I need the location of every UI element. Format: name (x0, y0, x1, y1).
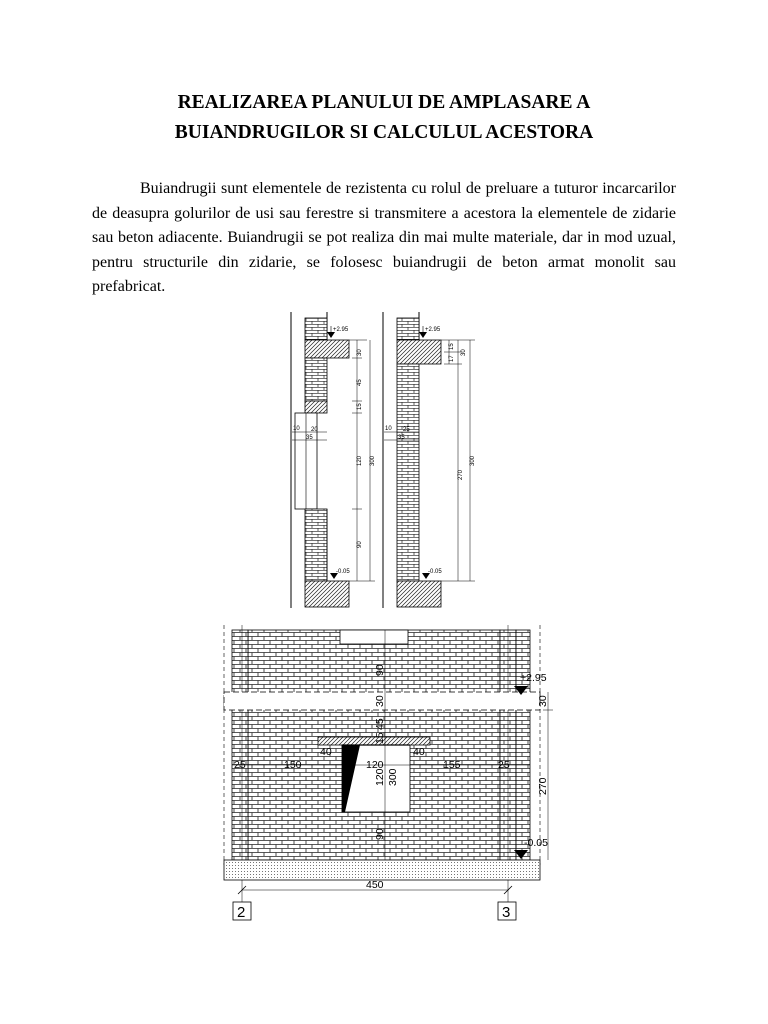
dim-right-height: 270 (537, 777, 549, 795)
wall-brick-top (397, 318, 419, 340)
section-window (291, 312, 376, 608)
dim-left-pier: 25 (234, 759, 246, 771)
dim-support-left: 40 (320, 746, 332, 758)
dim-10: 10 (385, 426, 392, 432)
dim-20: 20 (311, 427, 318, 433)
level-bottom-label: -0.05 (524, 837, 548, 849)
dim-right-beam: 30 (537, 695, 549, 707)
dim-300: 300 (470, 455, 476, 466)
dim-mid: 45 (374, 718, 386, 730)
dim-45: 45 (357, 379, 363, 386)
column-right-outer (516, 630, 530, 860)
title-line-2: BUIANDRUGILOR SI CALCULUL ACESTORA (174, 122, 594, 143)
axis-2-label: 2 (237, 904, 246, 921)
level-top-label: +2.95 (520, 672, 547, 684)
section-wall (383, 312, 476, 608)
dim-300: 300 (370, 455, 376, 466)
wall-brick (397, 364, 419, 581)
dim-30: 30 (357, 349, 363, 356)
dim-support-right: 40 (413, 746, 425, 758)
dim-35: 35 (306, 435, 313, 441)
dim-left-wall: 150 (284, 759, 302, 771)
axis-3-label: 3 (502, 904, 511, 921)
dim-sill: 90 (374, 828, 386, 840)
dim-15: 15 (449, 343, 455, 350)
dim-right-pier: 25 (498, 759, 510, 771)
dim-30: 30 (461, 349, 467, 356)
dim-35: 35 (398, 435, 405, 441)
dim-top: 90 (374, 664, 386, 676)
dim-opening-height: 120 (374, 768, 386, 786)
title-line-1: REALIZAREA PLANULUI DE AMPLASARE A (177, 92, 591, 113)
column-left (232, 630, 248, 860)
intro-paragraph: Buiandrugii sunt elementele de rezistenta cu rolul de preluare a tuturor incarcarilor de deasupra golurilor de usi sau ferestre si transmitere a acestora la elementele de zidarie sau beton adiacente. Buiandrugii se pot realiza din mai multe materiale, dar in mod uzual, pentru structurile din zidarie, se folosesc buiandrugii de beton armat monolit sau prefabricat. (92, 180, 676, 295)
foundation (305, 581, 349, 607)
dim-opening-total: 300 (387, 768, 399, 786)
dim-15: 15 (357, 403, 363, 410)
elevation-drawing (224, 625, 553, 921)
lintel-hatch (305, 340, 349, 358)
level-bottom-label: -0.05 (428, 569, 442, 575)
lintel-hatch (397, 340, 441, 364)
level-bottom-label: -0.05 (336, 569, 350, 575)
dim-25: 25 (403, 427, 410, 433)
dim-beam: 30 (374, 695, 386, 707)
dim-right-wall: 155 (443, 759, 461, 771)
dim-10: 10 (293, 426, 300, 432)
level-top-label: +2.95 (333, 327, 349, 333)
level-top-label: +2.95 (425, 327, 441, 333)
foundation (397, 581, 441, 607)
sill-beam (305, 401, 327, 413)
dim-opening-width: 120 (366, 759, 384, 771)
dim-90: 90 (357, 541, 363, 548)
dim-270: 270 (458, 469, 464, 480)
upper-opening (340, 630, 408, 644)
ground-fill (224, 860, 540, 880)
wall-brick-top (305, 318, 327, 340)
dim-total-width: 450 (366, 879, 384, 891)
wall-brick (305, 358, 327, 401)
wall-brick-low (305, 509, 327, 581)
dim-lintel: 15 (374, 732, 386, 744)
dim-120: 120 (357, 455, 363, 466)
dim-17: 17 (449, 355, 455, 362)
